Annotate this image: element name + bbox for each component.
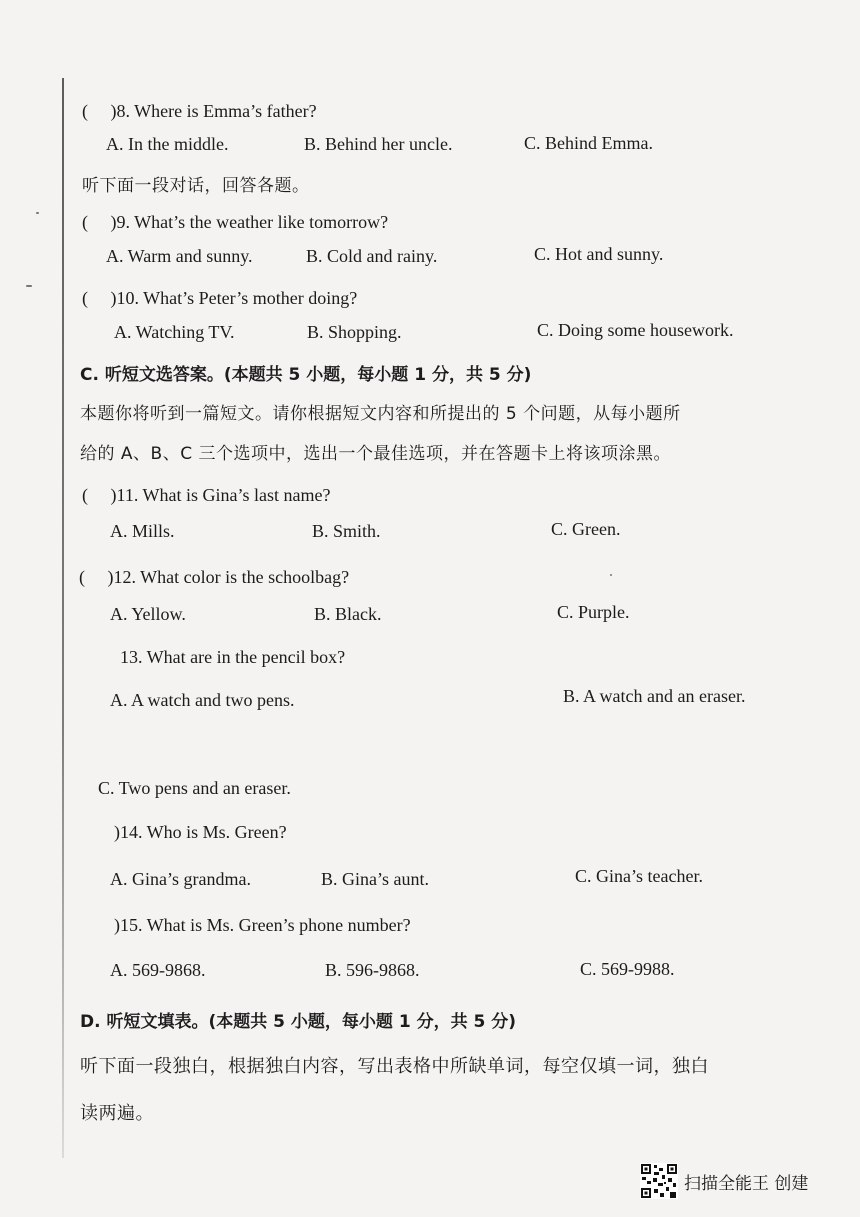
question-8-stem: ( )8. Where is Emma’s father?: [82, 101, 317, 121]
question-11-stem: ( )11. What is Gina’s last name?: [82, 485, 331, 505]
qr-code-icon: [640, 1163, 678, 1199]
question-13-option-b: B. A watch and an eraser.: [563, 686, 746, 706]
question-12-option-a: A. Yellow.: [110, 604, 186, 624]
watermark-text: 扫描全能王 创建: [684, 1173, 809, 1194]
question-13-option-c: C. Two pens and an eraser.: [98, 778, 291, 798]
section-d-title: D. 听短文填表。(本题共 5 小题，每小题 1 分，共 5 分): [80, 1012, 517, 1032]
question-10-stem: ( )10. What’s Peter’s mother doing?: [82, 288, 358, 308]
question-9-option-b: B. Cold and rainy.: [306, 246, 438, 266]
question-8-option-b: B. Behind her uncle.: [304, 134, 453, 154]
dialog-instruction: 听下面一段对话，回答各题。: [82, 176, 310, 196]
question-12-option-c: C. Purple.: [557, 602, 630, 622]
section-c-description-line-1: 本题你将听到一篇短文。请你根据短文内容和所提出的 5 个问题，从每小题所: [80, 404, 681, 424]
question-14-stem: )14. Who is Ms. Green?: [114, 822, 287, 842]
scan-speck: [36, 212, 39, 214]
scan-speck: [26, 285, 32, 287]
question-14-option-a: A. Gina’s grandma.: [110, 869, 251, 889]
question-10-option-c: C. Doing some housework.: [537, 320, 734, 340]
section-c-title: C. 听短文选答案。(本题共 5 小题，每小题 1 分，共 5 分): [80, 365, 532, 385]
scan-speck: [610, 574, 612, 576]
question-11-option-a: A. Mills.: [110, 521, 175, 541]
question-8-option-c: C. Behind Emma.: [524, 133, 653, 153]
question-8-option-a: A. In the middle.: [106, 134, 229, 154]
section-d-description-line-2: 读两遍。: [80, 1103, 154, 1124]
question-15-stem: )15. What is Ms. Green’s phone number?: [114, 915, 411, 935]
question-10-option-a: A. Watching TV.: [114, 322, 235, 342]
question-15-option-a: A. 569-9868.: [110, 960, 206, 980]
section-d-description-line-1: 听下面一段独白，根据独白内容，写出表格中所缺单词，每空仅填一词，独白: [80, 1056, 709, 1077]
question-14-option-b: B. Gina’s aunt.: [321, 869, 429, 889]
question-15-option-c: C. 569-9988.: [580, 959, 675, 979]
question-9-option-a: A. Warm and sunny.: [106, 246, 253, 266]
question-13-stem: 13. What are in the pencil box?: [120, 647, 346, 667]
section-c-description-line-2: 给的 A、B、C 三个选项中，选出一个最佳选项，并在答题卡上将该项涂黑。: [80, 444, 671, 464]
question-12-option-b: B. Black.: [314, 604, 382, 624]
question-11-option-b: B. Smith.: [312, 521, 381, 541]
question-14-option-c: C. Gina’s teacher.: [575, 866, 703, 886]
question-10-option-b: B. Shopping.: [307, 322, 402, 342]
question-13-option-a: A. A watch and two pens.: [110, 690, 295, 710]
question-9-option-c: C. Hot and sunny.: [534, 244, 664, 264]
question-11-option-c: C. Green.: [551, 519, 621, 539]
question-15-option-b: B. 596-9868.: [325, 960, 420, 980]
question-9-stem: ( )9. What’s the weather like tomorrow?: [82, 212, 389, 232]
question-12-stem: ( )12. What color is the schoolbag?: [79, 567, 350, 587]
scanner-watermark: [640, 1163, 808, 1199]
binding-margin-line: [62, 78, 64, 1158]
